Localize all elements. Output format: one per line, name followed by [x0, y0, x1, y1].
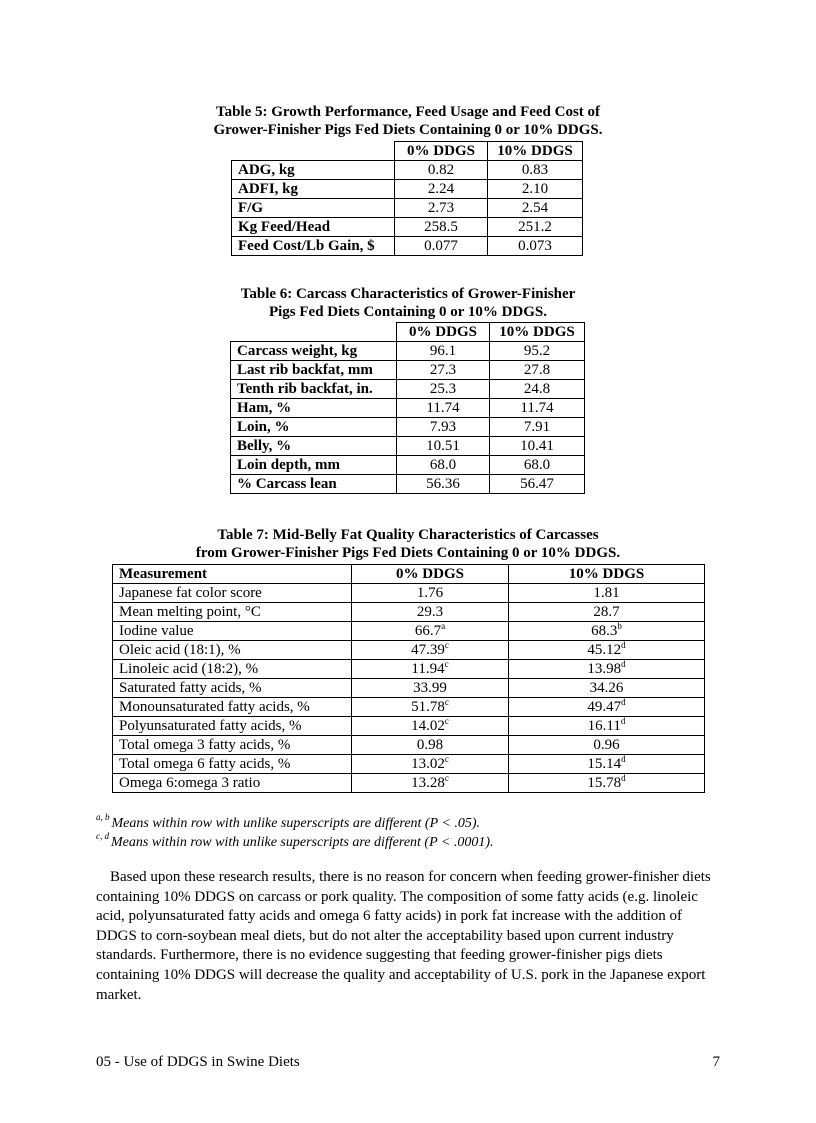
row-label: Kg Feed/Head	[232, 218, 395, 237]
value-0pct: 0.98	[352, 736, 509, 755]
row-label: Monounsaturated fatty acids, %	[113, 698, 352, 717]
row-label: Oleic acid (18:1), %	[113, 641, 352, 660]
value-0pct: 13.28$^c$	[352, 774, 509, 793]
table5-caption-line1: Table 5: Growth Performance, Feed Usage and Feed Cost of	[215, 104, 601, 120]
table-row	[113, 660, 705, 679]
table6-header-0pct: 0% DDGS	[397, 323, 490, 342]
table-row	[231, 361, 585, 380]
row-label: Saturated fatty acids, %	[113, 679, 352, 698]
table-row	[231, 437, 585, 456]
table-row	[113, 774, 705, 793]
table-row	[113, 641, 705, 660]
value-10pct: 2.10	[488, 180, 583, 199]
row-label: % Carcass lean	[231, 475, 397, 494]
row-label: Linoleic acid (18:2), %	[113, 660, 352, 679]
table7-header-0pct: 0% DDGS	[352, 565, 509, 584]
value-0pct: 0.077	[395, 237, 488, 256]
table-row	[113, 736, 705, 755]
value-10pct: 28.7	[509, 603, 705, 622]
value-10pct: 13.98$^d$	[509, 660, 705, 679]
footnote-symbol: c, d	[96, 831, 109, 841]
value-10pct: 10.41	[490, 437, 585, 456]
value-0pct: 25.3	[397, 380, 490, 399]
footer-title: 05 - Use of DDGS in Swine Diets	[96, 1054, 300, 1070]
table-row	[232, 199, 583, 218]
body-paragraph: Based upon these research results, there is no reason for concern when feeding grower-finisher diets containing 10% DDGS on carcass or pork quality. The composition of some fatty acids (e.g. linoleic acid, polyunsaturated fatty acids and omega 6 fatty acids) in pork fat increase with the addition of DDGS to corn-soybean meal diets, but do not alter the acceptability based upon current industry standards. Furthermore, there is no evidence suggesting that feeding grower-finisher pigs diets containing 10% DDGS will decrease the quality and acceptability of U.S. pork in the Japanese export market.	[96, 869, 711, 1003]
value-10pct: 45.12$^d$	[509, 641, 705, 660]
table7-caption-line1: Table 7: Mid-Belly Fat Quality Characteristics of Carcasses	[217, 527, 599, 543]
value-0pct: 11.94$^c$	[352, 660, 509, 679]
value-0pct: 0.82	[395, 161, 488, 180]
value-10pct: 0.83	[488, 161, 583, 180]
table7-caption-line2: from Grower-Finisher Pigs Fed Diets Containing 0 or 10% DDGS.	[195, 545, 621, 561]
table6-caption-line1: Table 6: Carcass Characteristics of Grower-Finisher	[240, 286, 576, 302]
value-10pct: 15.14$^d$	[509, 755, 705, 774]
table-row	[231, 380, 585, 399]
table6-corner	[231, 323, 397, 342]
table5-header-0pct: 0% DDGS	[395, 142, 488, 161]
table-row	[113, 622, 705, 641]
row-label: Omega 6:omega 3 ratio	[113, 774, 352, 793]
value-0pct: 258.5	[395, 218, 488, 237]
value-0pct: 27.3	[397, 361, 490, 380]
table-row	[231, 399, 585, 418]
row-label: Belly, %	[231, 437, 397, 456]
table-row	[232, 237, 583, 256]
table7-header-measurement: Measurement	[113, 565, 352, 584]
table5-header-10pct: 10% DDGS	[488, 142, 583, 161]
value-0pct: 66.7$^a$	[352, 622, 509, 641]
row-label: Polyunsaturated fatty acids, %	[113, 717, 352, 736]
value-0pct: 47.39$^c$	[352, 641, 509, 660]
row-label: Ham, %	[231, 399, 397, 418]
value-10pct: 68.0	[490, 456, 585, 475]
value-0pct: 68.0	[397, 456, 490, 475]
row-label: ADFI, kg	[232, 180, 395, 199]
table-row	[232, 161, 583, 180]
row-label: Total omega 3 fatty acids, %	[113, 736, 352, 755]
footnote-text: Means within row with unlike superscripts are different (P < .0001).	[111, 835, 494, 850]
row-label: Feed Cost/Lb Gain, $	[232, 237, 395, 256]
row-label: Total omega 6 fatty acids, %	[113, 755, 352, 774]
table-row	[113, 755, 705, 774]
value-0pct: 56.36	[397, 475, 490, 494]
table5-corner	[232, 142, 395, 161]
table5	[231, 141, 583, 256]
value-0pct: 2.73	[395, 199, 488, 218]
table7	[112, 564, 705, 793]
row-label: Tenth rib backfat, in.	[231, 380, 397, 399]
value-10pct: 251.2	[488, 218, 583, 237]
table-row	[113, 717, 705, 736]
value-0pct: 96.1	[397, 342, 490, 361]
value-10pct: 15.78$^d$	[509, 774, 705, 793]
row-label: Last rib backfat, mm	[231, 361, 397, 380]
value-0pct: 10.51	[397, 437, 490, 456]
table-row	[113, 679, 705, 698]
value-10pct: 2.54	[488, 199, 583, 218]
table-row	[232, 180, 583, 199]
value-10pct: 68.3$^b$	[509, 622, 705, 641]
footnote-text: Means within row with unlike superscripts are different (P < .05).	[111, 816, 480, 831]
value-10pct: 16.11$^d$	[509, 717, 705, 736]
table7-caption	[0, 526, 816, 562]
row-label: Carcass weight, kg	[231, 342, 397, 361]
value-0pct: 2.24	[395, 180, 488, 199]
table-row	[231, 475, 585, 494]
table-row	[231, 342, 585, 361]
value-10pct: 1.81	[509, 584, 705, 603]
table7-header-10pct: 10% DDGS	[509, 565, 705, 584]
value-10pct: 11.74	[490, 399, 585, 418]
table5-caption	[0, 103, 816, 139]
value-10pct: 49.47$^d$	[509, 698, 705, 717]
table-row	[113, 603, 705, 622]
row-label: F/G	[232, 199, 395, 218]
value-10pct: 27.8	[490, 361, 585, 380]
footnote-symbol: a, b	[96, 812, 110, 822]
table6	[230, 322, 585, 494]
value-10pct: 95.2	[490, 342, 585, 361]
value-0pct: 13.02$^c$	[352, 755, 509, 774]
table6-caption	[0, 285, 816, 321]
value-10pct: 0.073	[488, 237, 583, 256]
row-label: Mean melting point, °C	[113, 603, 352, 622]
table6-caption-line2: Pigs Fed Diets Containing 0 or 10% DDGS.	[268, 304, 548, 320]
row-label: ADG, kg	[232, 161, 395, 180]
value-0pct: 7.93	[397, 418, 490, 437]
value-10pct: 7.91	[490, 418, 585, 437]
value-10pct: 24.8	[490, 380, 585, 399]
table-row	[113, 584, 705, 603]
page-number: 7	[712, 1054, 720, 1070]
value-0pct: 29.3	[352, 603, 509, 622]
table5-caption-line2: Grower-Finisher Pigs Fed Diets Containing 0 or 10% DDGS.	[213, 122, 603, 138]
value-0pct: 33.99	[352, 679, 509, 698]
value-10pct: 34.26	[509, 679, 705, 698]
value-10pct: 0.96	[509, 736, 705, 755]
table-row	[231, 456, 585, 475]
value-0pct: 14.02$^c$	[352, 717, 509, 736]
value-10pct: 56.47	[490, 475, 585, 494]
row-label: Iodine value	[113, 622, 352, 641]
page-footer	[96, 1054, 720, 1071]
table-row	[231, 418, 585, 437]
table-row	[232, 218, 583, 237]
value-0pct: 51.78$^c$	[352, 698, 509, 717]
row-label: Japanese fat color score	[113, 584, 352, 603]
table-row	[113, 698, 705, 717]
footnote-cd	[96, 827, 494, 852]
row-label: Loin depth, mm	[231, 456, 397, 475]
value-0pct: 11.74	[397, 399, 490, 418]
row-label: Loin, %	[231, 418, 397, 437]
table6-header-10pct: 10% DDGS	[490, 323, 585, 342]
value-0pct: 1.76	[352, 584, 509, 603]
